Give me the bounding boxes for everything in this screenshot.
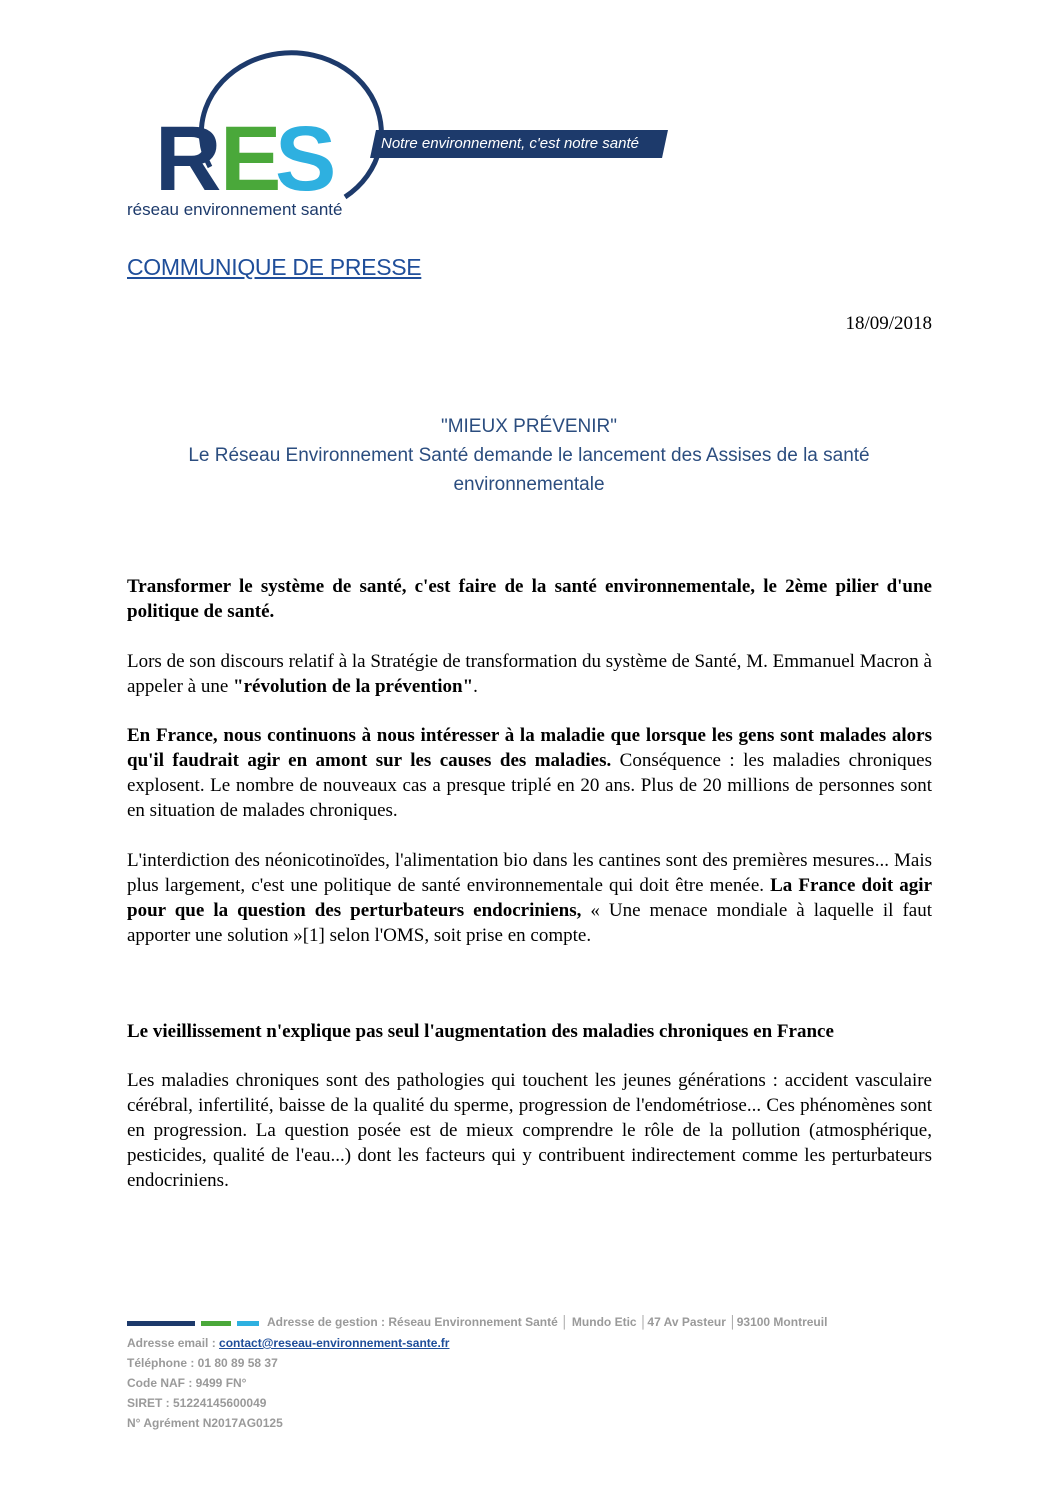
section-heading: Le vieillissement n'explique pas seul l'augmentation des maladies chroniques en France xyxy=(127,1021,834,1042)
footer-address: Réseau Environnement Santé │ Mundo Etic │47 Av Pasteur │93100 Montreuil xyxy=(385,1315,828,1329)
footer-email-line xyxy=(127,1333,827,1353)
document-date: 18/09/2018 xyxy=(845,313,932,334)
subject-block xyxy=(127,412,931,499)
footer-naf: Code NAF : 9499 FN° xyxy=(127,1375,247,1390)
paragraph-4: L'interdiction des néonicotinoïdes, l'alimentation bio dans les cantines sont des premières mesures... Mais plus largement, c'est une politique de santé environnementale qui doit être menée. La France doit agir pour que la question des perturbateurs endocriniens, « Une menace mondiale à laquelle il faut apporter une solution »[1] selon l'OMS, soit prise en compte. xyxy=(127,850,933,946)
footer-address-line xyxy=(127,1312,827,1333)
paragraph-2: Lors de son discours relatif à la Stratégie de transformation du système de Santé, M. Emmanuel Macron à appeler à une "révolution de la prévention". xyxy=(127,651,932,697)
svg-text:E: E xyxy=(220,108,278,210)
footer-address-label: Adresse de gestion : xyxy=(267,1315,386,1329)
subject-line-1: "MIEUX PRÉVENIR" xyxy=(440,416,618,437)
svg-text:S: S xyxy=(275,108,333,210)
paragraph-1: Transformer le système de santé, c'est faire de la santé environnementale, le 2ème pilier d'une politique de santé. xyxy=(127,576,932,622)
tagline-banner xyxy=(370,130,668,158)
footer-agrement: N° Agrément N2017AG0125 xyxy=(127,1415,283,1430)
footer-phone: Téléphone : 01 80 89 58 37 xyxy=(127,1355,278,1370)
subject-line-2: Le Réseau Environnement Santé demande le lancement des Assises de la santé environnementale xyxy=(188,445,870,495)
svg-text:R: R xyxy=(155,108,218,210)
footer xyxy=(127,1312,827,1433)
footer-email-link[interactable]: contact@reseau-environnement-sante.fr xyxy=(219,1335,450,1350)
footer-color-bars xyxy=(127,1313,259,1333)
paragraph-5: Les maladies chroniques sont des pathologies qui touchent les jeunes générations : accident vasculaire cérébral, infertilité, baisse de la qualité du sperme, progression de l'endométriose... Ces phénomènes sont en progression. La question posée est de mieux comprendre le rôle de la pollution (atmosphérique, pesticides, qualité de l'eau...) dont les facteurs qui y contribuent indirectement comme les perturbateurs endocriniens. xyxy=(127,1070,932,1191)
logo-caption: réseau environnement santé xyxy=(127,200,343,219)
footer-siret: SIRET : 51224145600049 xyxy=(127,1395,267,1410)
res-logo xyxy=(127,62,380,222)
page-title: COMMUNIQUE DE PRESSE xyxy=(127,254,422,280)
footer-email-label: Adresse email : xyxy=(127,1335,220,1350)
paragraph-3: En France, nous continuons à nous intéresser à la maladie que lorsque les gens sont malades alors qu'il faudrait agir en amont sur les causes des maladies. Conséquence : les maladies chroniques explosent. Le nombre de nouveaux cas a presque triplé en 20 ans. Plus de 20 millions de personnes sont en situation de malades chroniques. xyxy=(127,725,932,821)
tagline-text: Notre environnement, c'est notre santé xyxy=(381,135,640,152)
